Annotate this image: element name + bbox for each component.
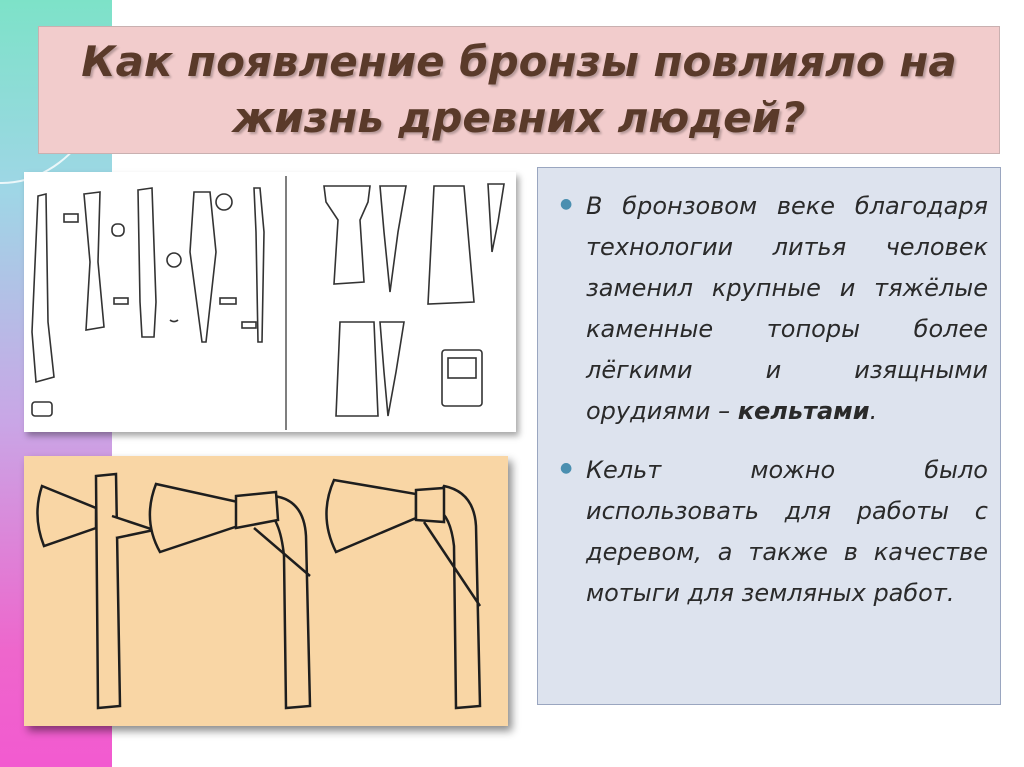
bullet-icon: ● [560, 196, 573, 212]
paragraph-1-end: . [869, 397, 878, 425]
paragraph-1-bold-term: кельтами [737, 397, 870, 425]
bullet-icon: ● [560, 460, 573, 476]
paragraph-2-text: Кельт можно было использовать для работы с деревом, а также в качестве мотыги для земляных работ. [586, 456, 988, 607]
bronze-tools-drawing [24, 172, 516, 432]
title-box [38, 26, 1000, 154]
bullet-paragraph-2 [560, 450, 988, 614]
slide-title: Как появление бронзы повлияло на жизнь древних людей? [81, 37, 957, 142]
bullet-paragraph-1 [560, 186, 988, 432]
hafted-celts-drawing [24, 456, 508, 726]
bronze-tools-svg [24, 172, 516, 432]
paragraph-1-main: В бронзовом веке благодаря технологии литья человек заменил крупные и тяжёлые каменные топоры более лёгкими и изящными орудиями – [586, 192, 988, 425]
hafted-celts-svg [24, 456, 508, 726]
text-box [537, 167, 1001, 705]
paragraph-1-text [586, 186, 988, 432]
